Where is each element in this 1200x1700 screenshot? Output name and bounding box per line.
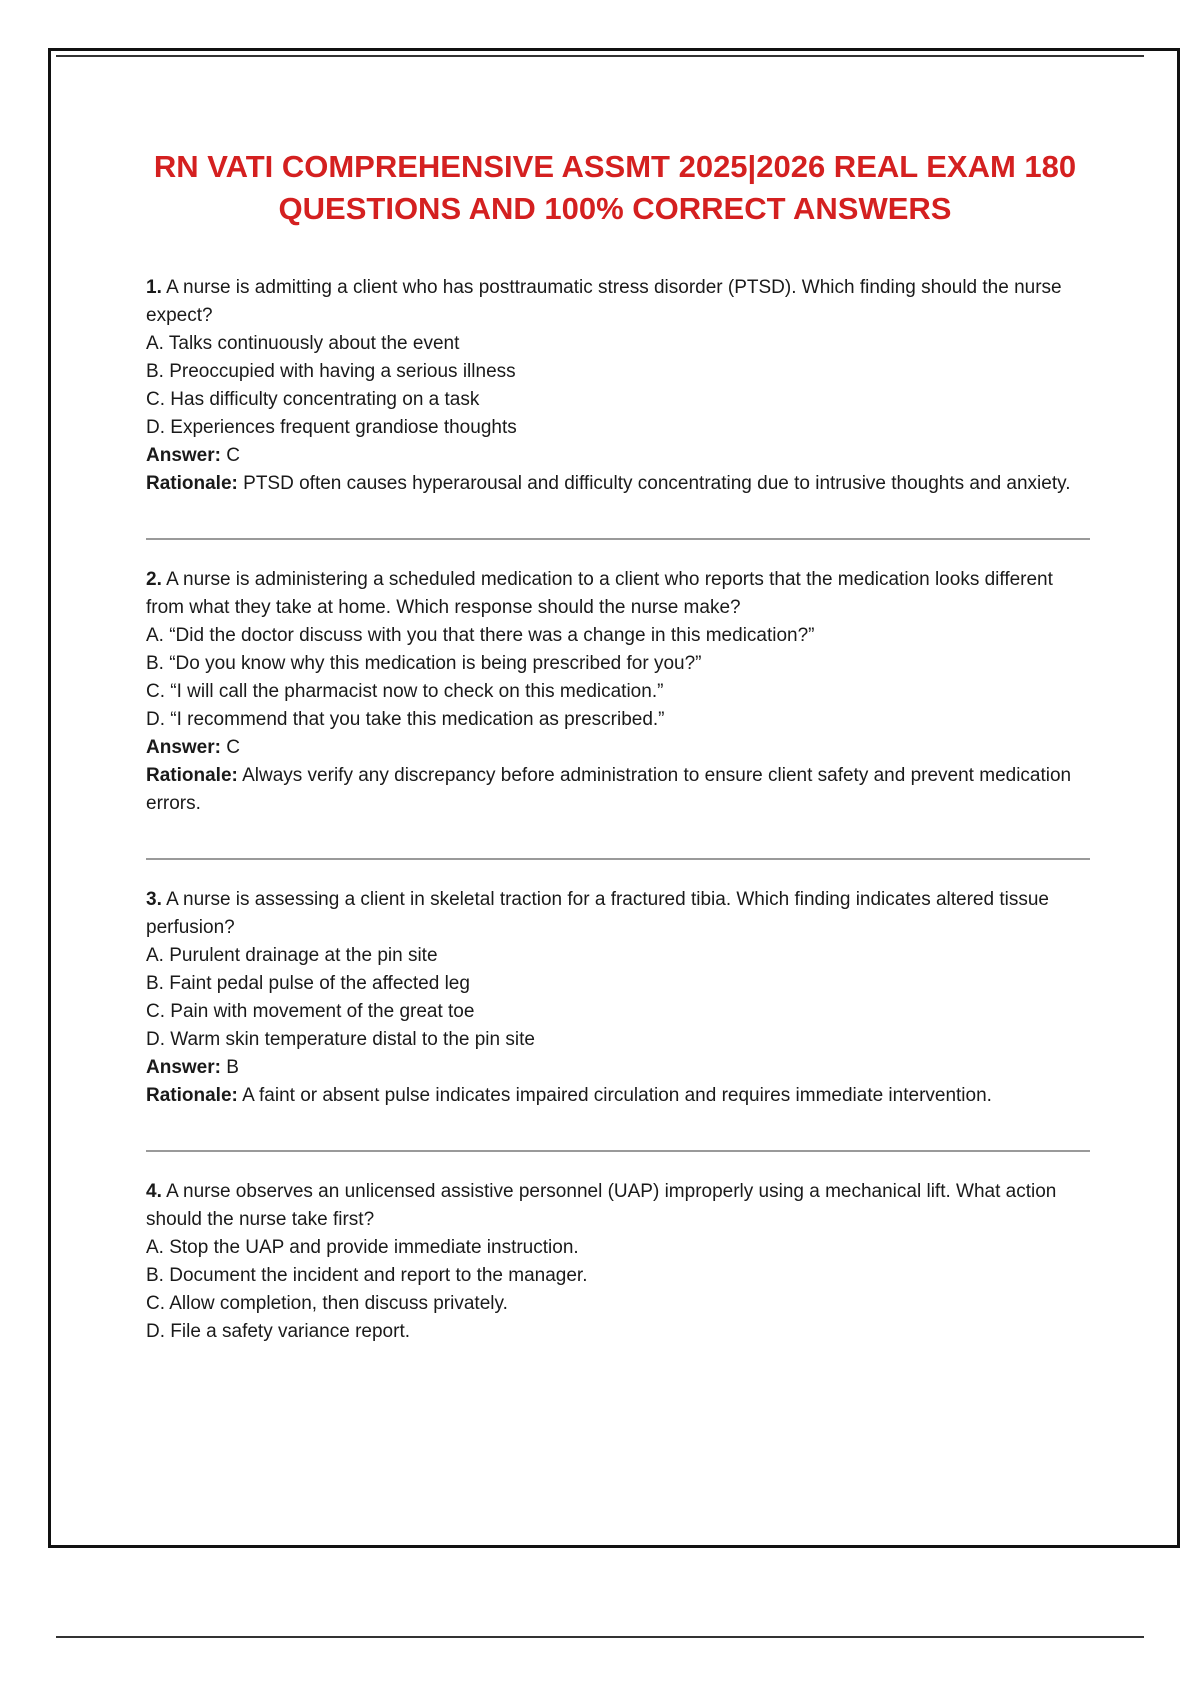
rationale-line bbox=[146, 762, 1090, 818]
rationale-label: Rationale: bbox=[146, 473, 238, 494]
question-3 bbox=[146, 886, 1090, 1110]
option-b: B. Document the incident and report to the manager. bbox=[146, 1265, 588, 1286]
question-number: 2. bbox=[146, 569, 162, 590]
option-a: A. “Did the doctor discuss with you that there was a change in this medication?” bbox=[146, 625, 815, 646]
answer-label: Answer: bbox=[146, 737, 221, 758]
answer-value: C bbox=[226, 445, 240, 466]
rationale-label: Rationale: bbox=[146, 1085, 238, 1106]
rationale-line bbox=[146, 470, 1090, 498]
rationale-line bbox=[146, 1082, 1090, 1110]
question-number: 3. bbox=[146, 889, 162, 910]
option-c: C. “I will call the pharmacist now to check on this medication.” bbox=[146, 681, 664, 702]
answer-line bbox=[146, 1054, 1090, 1082]
question-1 bbox=[146, 274, 1090, 498]
question-list bbox=[146, 274, 1090, 1346]
option-d: D. “I recommend that you take this medication as prescribed.” bbox=[146, 709, 665, 730]
rationale-text: A faint or absent pulse indicates impaired circulation and requires immediate intervention. bbox=[242, 1085, 992, 1106]
question-number: 4. bbox=[146, 1181, 162, 1202]
answer-label: Answer: bbox=[146, 445, 221, 466]
bottom-rule bbox=[56, 1636, 1144, 1638]
option-d: D. Experiences frequent grandiose thoughts bbox=[146, 417, 517, 438]
rationale-label: Rationale: bbox=[146, 765, 238, 786]
option-b: B. “Do you know why this medication is being prescribed for you?” bbox=[146, 653, 702, 674]
option-a: A. Stop the UAP and provide immediate instruction. bbox=[146, 1237, 579, 1258]
option-c: C. Has difficulty concentrating on a task bbox=[146, 389, 480, 410]
question-text: A nurse is administering a scheduled medication to a client who reports that the medication looks different from what they take at home. Which response should the nurse make? bbox=[146, 569, 1053, 618]
answer-value: B bbox=[226, 1057, 239, 1078]
document-title: RN VATI COMPREHENSIVE ASSMT 2025|2026 REAL EXAM 180 QUESTIONS AND 100% CORRECT ANSWERS bbox=[153, 149, 1077, 226]
question-separator bbox=[146, 858, 1090, 860]
option-c: C. Pain with movement of the great toe bbox=[146, 1001, 475, 1022]
question-stem bbox=[146, 886, 1090, 942]
answer-line bbox=[146, 734, 1090, 762]
option-d: D. Warm skin temperature distal to the pin site bbox=[146, 1029, 535, 1050]
question-text: A nurse is assessing a client in skeletal traction for a fractured tibia. Which finding indicates altered tissue perfusion? bbox=[146, 889, 1049, 938]
option-a: A. Purulent drainage at the pin site bbox=[146, 945, 438, 966]
answer-value: C bbox=[226, 737, 240, 758]
question-separator bbox=[146, 1150, 1090, 1152]
question-separator bbox=[146, 538, 1090, 540]
answer-label: Answer: bbox=[146, 1057, 221, 1078]
option-c: C. Allow completion, then discuss privately. bbox=[146, 1293, 508, 1314]
question-4 bbox=[146, 1178, 1090, 1346]
answer-line bbox=[146, 442, 1090, 470]
question-2 bbox=[146, 566, 1090, 818]
rationale-text: PTSD often causes hyperarousal and difficulty concentrating due to intrusive thoughts and anxiety. bbox=[243, 473, 1071, 494]
question-stem bbox=[146, 566, 1090, 622]
question-number: 1. bbox=[146, 277, 162, 298]
option-b: B. Preoccupied with having a serious illness bbox=[146, 361, 516, 382]
question-stem bbox=[146, 274, 1090, 330]
question-text: A nurse observes an unlicensed assistive personnel (UAP) improperly using a mechanical lift. What action should the nurse take first? bbox=[146, 1181, 1057, 1230]
option-b: B. Faint pedal pulse of the affected leg bbox=[146, 973, 470, 994]
rationale-text: Always verify any discrepancy before administration to ensure client safety and prevent medication errors. bbox=[146, 765, 1072, 814]
option-a: A. Talks continuously about the event bbox=[146, 333, 460, 354]
question-text: A nurse is admitting a client who has posttraumatic stress disorder (PTSD). Which finding should the nurse expect? bbox=[146, 277, 1062, 326]
option-d: D. File a safety variance report. bbox=[146, 1321, 410, 1342]
question-stem bbox=[146, 1178, 1090, 1234]
